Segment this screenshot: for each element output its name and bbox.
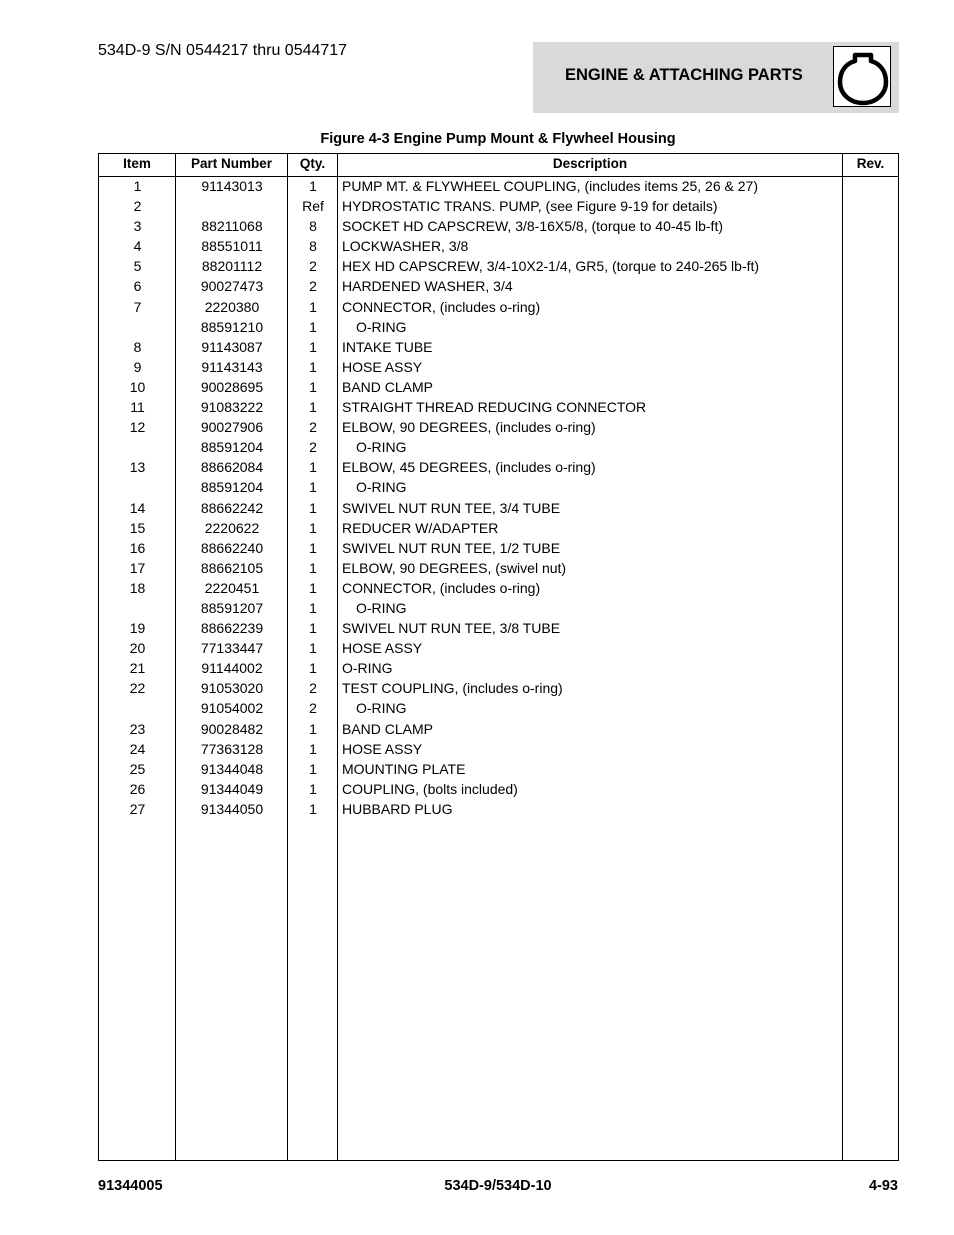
description-cell: LOCKWASHER, 3/8 — [342, 238, 469, 255]
description-cell: SWIVEL NUT RUN TEE, 3/8 TUBE — [342, 620, 561, 637]
table-row — [99, 720, 898, 740]
item-cell: 21 — [129, 660, 146, 677]
description-cell: O-RING — [342, 660, 393, 677]
part-number-cell: 91344050 — [200, 800, 264, 817]
description-cell: HOSE ASSY — [342, 640, 423, 657]
item-cell: 16 — [129, 539, 146, 556]
qty-cell: 1 — [309, 519, 317, 536]
header-qty: Qty. — [299, 156, 326, 171]
section-header — [533, 42, 899, 113]
part-number-cell: 88551011 — [201, 238, 263, 255]
part-number-cell: 88591204 — [200, 439, 264, 456]
item-cell: 18 — [129, 579, 146, 596]
description-cell: REDUCER W/ADAPTER — [342, 519, 499, 536]
qty-cell: 1 — [309, 599, 317, 616]
qty-cell: 1 — [309, 539, 317, 556]
description-cell: BAND CLAMP — [342, 378, 434, 395]
page-number: 4-93 — [868, 1178, 898, 1194]
item-cell: 5 — [133, 258, 142, 275]
item-cell: 15 — [129, 519, 146, 536]
item-cell: 26 — [129, 780, 146, 797]
item-cell: 9 — [133, 358, 142, 375]
table-row — [99, 478, 898, 498]
part-number-cell: 77133447 — [200, 640, 264, 657]
description-cell: HEX HD CAPSCREW, 3/4-10X2-1/4, GR5, (torque to 240-265 lb-ft) — [342, 258, 760, 275]
header-rev: Rev. — [856, 156, 885, 171]
item-cell: 20 — [129, 640, 146, 657]
table-row — [99, 699, 898, 719]
part-number-cell: 88211068 — [201, 218, 263, 235]
header-part-number: Part Number — [190, 156, 273, 171]
header-description: Description — [552, 156, 628, 171]
description-cell: O-RING — [356, 318, 407, 335]
description-cell: CONNECTOR, (includes o-ring) — [342, 298, 541, 315]
part-number-cell: 88591204 — [200, 479, 264, 496]
part-number-cell: 88662242 — [200, 499, 264, 516]
description-cell: SWIVEL NUT RUN TEE, 1/2 TUBE — [342, 539, 561, 556]
table-row — [99, 298, 898, 318]
qty-cell: 2 — [309, 258, 317, 275]
description-cell: O-RING — [356, 599, 407, 616]
part-number-cell: 91143013 — [201, 178, 263, 194]
description-cell: HARDENED WASHER, 3/4 — [342, 278, 513, 295]
part-number-cell: 88662239 — [200, 620, 264, 637]
part-number-cell: 91344048 — [200, 760, 264, 777]
qty-cell: 1 — [309, 640, 317, 657]
qty-cell: 1 — [309, 378, 317, 395]
qty-cell: 2 — [309, 419, 317, 436]
part-number-cell: 91143143 — [201, 358, 263, 375]
table-row — [99, 378, 898, 398]
item-cell: 8 — [133, 338, 142, 355]
item-cell: 13 — [129, 459, 146, 476]
qty-cell: 1 — [309, 559, 317, 576]
table-row — [99, 760, 898, 780]
qty-cell: 1 — [309, 740, 317, 757]
table-row — [99, 519, 898, 539]
part-number-cell: 90028482 — [200, 720, 264, 737]
qty-cell: 1 — [309, 720, 317, 737]
table-row — [99, 599, 898, 619]
table-row — [99, 177, 898, 197]
description-cell: COUPLING, (bolts included) — [342, 780, 518, 797]
table-row — [99, 679, 898, 699]
part-number-cell: 88591210 — [200, 318, 264, 335]
table-row — [99, 217, 898, 237]
qty-cell: 1 — [309, 579, 317, 596]
item-cell: 3 — [133, 218, 142, 235]
table-header — [99, 154, 898, 177]
item-cell: 12 — [129, 419, 146, 436]
table-row — [99, 338, 898, 358]
item-cell: 24 — [129, 740, 146, 757]
item-cell: 19 — [129, 620, 146, 637]
part-number-cell: 77363128 — [200, 740, 264, 757]
item-cell: 2 — [133, 198, 142, 215]
item-cell: 22 — [129, 680, 146, 697]
description-cell: BAND CLAMP — [342, 720, 434, 737]
table-row — [99, 559, 898, 579]
part-number-cell: 2220451 — [204, 579, 260, 596]
description-cell: TEST COUPLING, (includes o-ring) — [342, 680, 563, 697]
item-cell: 25 — [129, 760, 146, 777]
table-row — [99, 197, 898, 217]
qty-cell: 8 — [309, 218, 317, 235]
qty-cell: 2 — [309, 439, 317, 456]
qty-cell: 2 — [309, 278, 317, 295]
table-row — [99, 659, 898, 679]
qty-cell: 1 — [309, 318, 317, 335]
part-number-cell: 91344049 — [200, 780, 264, 797]
table-row — [99, 358, 898, 378]
description-cell: O-RING — [356, 479, 407, 496]
part-number-cell: 88662240 — [200, 539, 264, 556]
description-cell: STRAIGHT THREAD REDUCING CONNECTOR — [342, 399, 647, 416]
part-number-cell: 90027473 — [200, 278, 264, 295]
qty-cell: 1 — [309, 479, 317, 496]
item-cell: 4 — [133, 238, 142, 255]
table-row — [99, 539, 898, 559]
item-cell: 11 — [130, 399, 145, 416]
qty-cell: 2 — [309, 680, 317, 697]
item-cell: 1 — [133, 178, 142, 194]
item-cell: 17 — [129, 559, 146, 576]
table-row — [99, 418, 898, 438]
description-cell: INTAKE TUBE — [342, 338, 433, 355]
part-number-cell: 88662084 — [200, 459, 264, 476]
table-row — [99, 398, 898, 418]
table-row — [99, 438, 898, 458]
table-row — [99, 318, 898, 338]
qty-cell: 1 — [309, 178, 317, 194]
header-item: Item — [123, 156, 151, 171]
table-row — [99, 277, 898, 297]
item-cell: 27 — [129, 800, 146, 817]
part-number-cell: 2220380 — [204, 298, 260, 315]
table-row — [99, 499, 898, 519]
description-cell: ELBOW, 90 DEGREES, (includes o-ring) — [342, 419, 596, 436]
qty-cell: 1 — [309, 338, 317, 355]
qty-cell: 1 — [309, 780, 317, 797]
table-row — [99, 257, 898, 277]
model-number: 534D-9/534D-10 — [444, 1178, 552, 1194]
qty-cell: 1 — [309, 298, 317, 315]
description-cell: HYDROSTATIC TRANS. PUMP, (see Figure 9-19 for details) — [342, 198, 718, 215]
item-cell: 14 — [129, 499, 146, 516]
description-cell: PUMP MT. & FLYWHEEL COUPLING, (includes items 25, 26 & 27) — [342, 178, 758, 194]
section-title: ENGINE & ATTACHING PARTS — [565, 66, 803, 84]
table-row — [99, 639, 898, 659]
part-number-cell: 91053020 — [200, 680, 264, 697]
qty-cell: 1 — [309, 358, 317, 375]
table-row — [99, 740, 898, 760]
table-row — [99, 237, 898, 257]
item-cell: 23 — [129, 720, 146, 737]
part-number-cell: 88662105 — [200, 559, 264, 576]
part-number-cell: 91143087 — [201, 338, 263, 355]
qty-cell: 2 — [309, 700, 317, 717]
description-cell: SOCKET HD CAPSCREW, 3/8-16X5/8, (torque to 40-45 lb-ft) — [342, 218, 724, 235]
table-body — [99, 177, 898, 820]
doc-number: 91344005 — [98, 1178, 163, 1194]
table-row — [99, 800, 898, 820]
qty-cell: 1 — [309, 800, 317, 817]
part-number-cell: 88591207 — [200, 599, 264, 616]
qty-cell: 1 — [309, 660, 317, 677]
qty-cell: 1 — [309, 499, 317, 516]
table-row — [99, 579, 898, 599]
qty-cell: 1 — [309, 399, 317, 416]
item-cell: 10 — [129, 378, 146, 395]
description-cell: ELBOW, 90 DEGREES, (swivel nut) — [342, 559, 567, 576]
part-number-cell: 90028695 — [200, 378, 264, 395]
parts-table — [98, 153, 899, 1161]
description-cell: ELBOW, 45 DEGREES, (includes o-ring) — [342, 459, 596, 476]
table-row — [99, 619, 898, 639]
part-number-cell: 91054002 — [200, 700, 264, 717]
qty-cell: 1 — [309, 620, 317, 637]
part-number-cell: 90027906 — [200, 419, 264, 436]
qty-cell: 1 — [309, 459, 317, 476]
part-number-cell: 88201112 — [201, 258, 263, 275]
figure-title: Figure 4-3 Engine Pump Mount & Flywheel Housing — [320, 131, 676, 147]
description-cell: SWIVEL NUT RUN TEE, 3/4 TUBE — [342, 499, 561, 516]
description-cell: CONNECTOR, (includes o-ring) — [342, 579, 541, 596]
serial-range: 534D-9 S/N 0544217 thru 0544717 — [98, 42, 348, 59]
item-cell: 7 — [133, 298, 142, 315]
description-cell: O-RING — [356, 439, 407, 456]
item-cell: 6 — [133, 278, 142, 295]
part-number-cell: 2220622 — [204, 519, 260, 536]
qty-cell: 8 — [309, 238, 317, 255]
description-cell: HOSE ASSY — [342, 358, 423, 375]
description-cell: HOSE ASSY — [342, 740, 423, 757]
qty-cell: 1 — [309, 760, 317, 777]
engine-icon — [833, 46, 891, 107]
part-number-cell: 91083222 — [200, 399, 264, 416]
description-cell: O-RING — [356, 700, 407, 717]
description-cell: HUBBARD PLUG — [342, 800, 453, 817]
description-cell: MOUNTING PLATE — [342, 760, 466, 777]
qty-cell: Ref — [302, 198, 324, 215]
table-row — [99, 458, 898, 478]
part-number-cell: 91144002 — [201, 660, 263, 677]
table-row — [99, 780, 898, 800]
